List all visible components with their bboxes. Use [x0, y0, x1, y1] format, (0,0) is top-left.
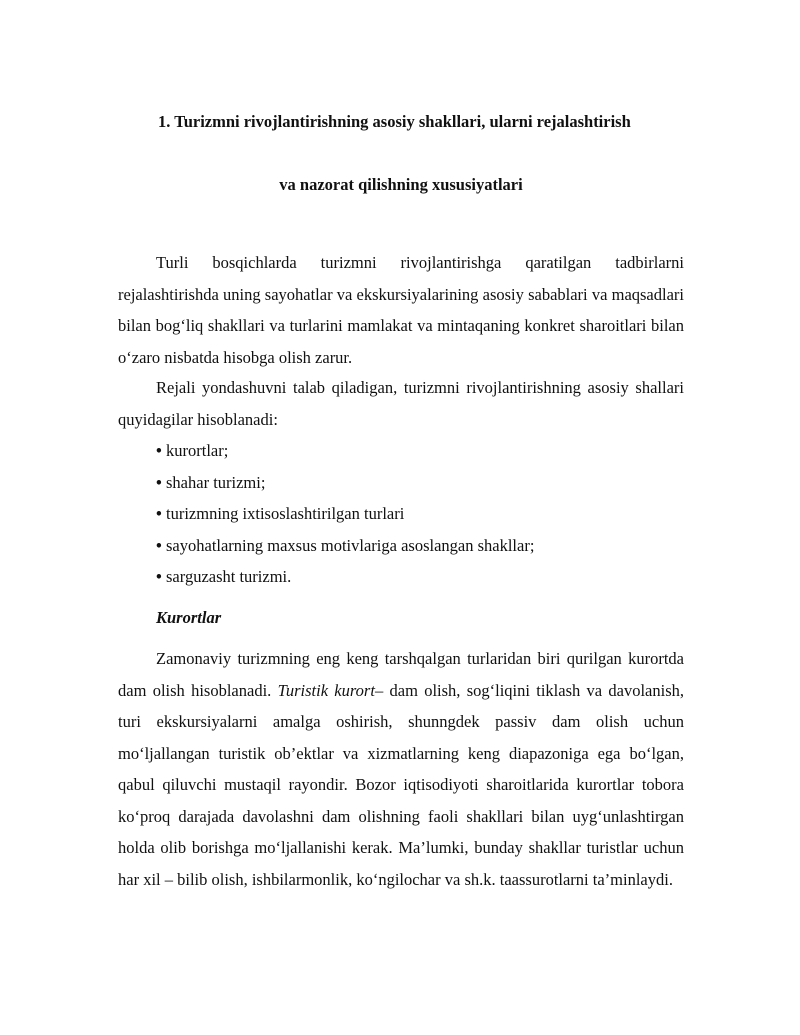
bullet-icon: •: [156, 441, 162, 460]
list-item: [156, 530, 534, 562]
list-item-text: kurortlar;: [166, 441, 229, 460]
title-line-1: 1. Turizmni rivojlantirishning asosiy shakllari, ularni rejalashtirish: [158, 112, 631, 131]
list-item: [156, 435, 534, 467]
section-heading: Kurortlar: [156, 608, 222, 627]
paragraph-forms: Rejali yondashuvni talab qiladigan, turizmni rivojlantirishning asosiy shallari quyidagilar hisoblanadi:: [118, 378, 684, 429]
list-item-text: shahar turizmi;: [166, 472, 266, 492]
paragraph-text-part2: – dam olish, sog‘liqini tiklash va davolanish, turi ekskursiyalarni amalga oshirish, shunngdek passiv dam olish uchun mo‘ljallangan turistik ob’ektlar va xizmatlarning keng diapazoniga ega bo‘lgan, qabul qiluvchi mustaqil rayondir. Bozor iqtisodiyoti sharoitlarida kurortlar tobora ko‘proq darajada davolashni dam olishning faoli shakllari bilan uyg‘unlashtirgan holda olib borishga mo‘ljallanishi kerak. Ma’lumki, bunday shakllar turistlar uchun har xil – bilib olish, ishbilarmonlik, ko‘ngilochar va sh.k. taassurotlarni ta’minlaydi.: [118, 680, 685, 889]
bullet-icon: •: [156, 504, 162, 523]
paragraph-intro: Turli bosqichlarda turizmni rivojlantirishga qaratilgan tadbirlarni rejalashtirishda uning sayohatlar va ekskursiyalarining asosiy sabablari va maqsadlari bilan bog‘liq shakllari va turlarini mamlakat va mintaqaning konkret sharoitlari bilan o‘zaro nisbatda hisobga olish zarur.: [118, 253, 684, 367]
paragraph-text-part1: Zamonaviy turizmning eng keng tarshqalgan turlaridan biri qurilgan kurortda dam olish hisoblanadi.: [118, 649, 684, 700]
list-item: [156, 467, 534, 499]
list-item-text: sarguzasht turizmi.: [166, 567, 292, 586]
bullet-icon: •: [156, 535, 162, 555]
list-item-text: turizmning ixtisoslashtirilgan turlari: [166, 504, 405, 523]
term-turistik-kurort: Turistik kurort: [277, 680, 375, 700]
bullet-icon: •: [156, 567, 162, 586]
paragraph-kurortlar: [118, 643, 684, 895]
bullet-icon: •: [156, 472, 162, 492]
list-item-text: sayohatlarning maxsus motivlariga asoslangan shakllar;: [166, 535, 535, 555]
list-item: [156, 561, 534, 593]
title-line-2: va nazorat qilishning xususiyatlari: [279, 175, 523, 194]
bullet-list: [156, 435, 534, 593]
list-item: [156, 498, 534, 530]
